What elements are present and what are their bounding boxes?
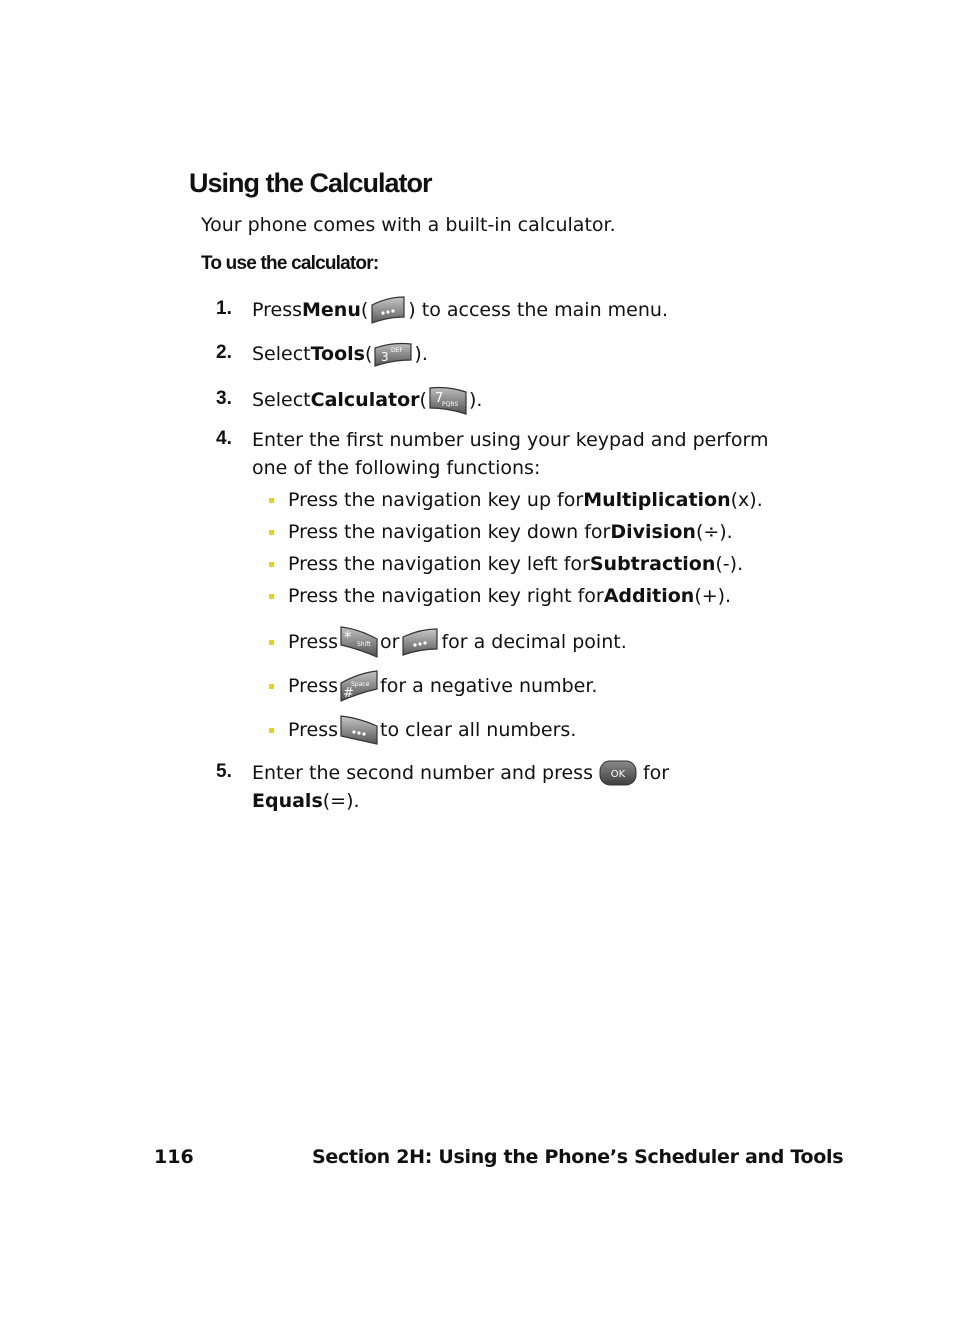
step-5-line-2: Equals (=). [252,790,360,812]
key-sublabel: Shift [357,641,371,648]
bullet-negative-number: Press # Space for a negative number. [288,668,597,704]
key-sublabel: DEF [391,347,404,354]
key-sublabel: PQRS [441,401,459,408]
step-number: 1. [216,298,232,319]
step-4-line-2: one of the following functions: [252,457,541,479]
bullet-marker [269,562,274,567]
page-title: Using the Calculator [189,168,432,198]
key-label: 7 [434,391,444,406]
step-2: Select Tools ( 3 DEF ). [252,340,428,368]
bullet-marker [269,530,274,535]
bullet-marker [269,684,274,689]
back-softkey-icon [339,714,379,746]
bullet-marker [269,498,274,503]
bullet-division: Press the navigation key down for Division (÷). [288,521,733,543]
menu-softkey-icon [369,295,407,325]
step-1: Press Menu ( ) to access the main menu. [252,296,668,324]
menu-softkey-icon [400,627,440,657]
section-footer: Section 2H: Using the Phone’s Scheduler and Tools [312,1146,844,1168]
intro-text: Your phone comes with a built-in calculator. [201,214,616,236]
page-number: 116 [154,1146,194,1168]
key-7-pqrs-icon [428,384,468,416]
key-label: 3 [381,350,390,364]
pound-space-key-icon [339,669,379,703]
bullet-marker [269,728,274,733]
svg-text:*: * [344,628,352,646]
procedure-subhead: To use the calculator: [201,253,379,274]
step-4-line-1: Enter the first number using your keypad and perform [252,429,769,451]
step-number: 4. [216,428,232,449]
step-number: 5. [216,761,232,782]
bullet-addition: Press the navigation key right for Addition (+). [288,585,732,607]
bullet-marker [269,640,274,645]
key-sublabel: Space [351,681,370,688]
bullet-decimal-point: Press * Shift or for a decimal point. [288,624,627,660]
bullet-subtraction: Press the navigation key left for Subtraction (-). [288,553,744,575]
bullet-multiplication: Press the navigation key up for Multiplication (x). [288,489,763,511]
svg-text:#: # [343,686,354,701]
bullet-marker [269,594,274,599]
key-3-def-icon [373,340,413,368]
key-label: OK [610,769,626,780]
star-shift-key-icon [339,625,379,659]
bullet-clear-all: Press to clear all numbers. [288,712,576,748]
step-5-line-1: Enter the second number and press OK for [252,762,670,784]
step-number: 3. [216,388,232,409]
step-number: 2. [216,342,232,363]
step-3: Select Calculator ( 7 PQRS ). [252,386,482,414]
ok-key-icon [599,760,637,786]
